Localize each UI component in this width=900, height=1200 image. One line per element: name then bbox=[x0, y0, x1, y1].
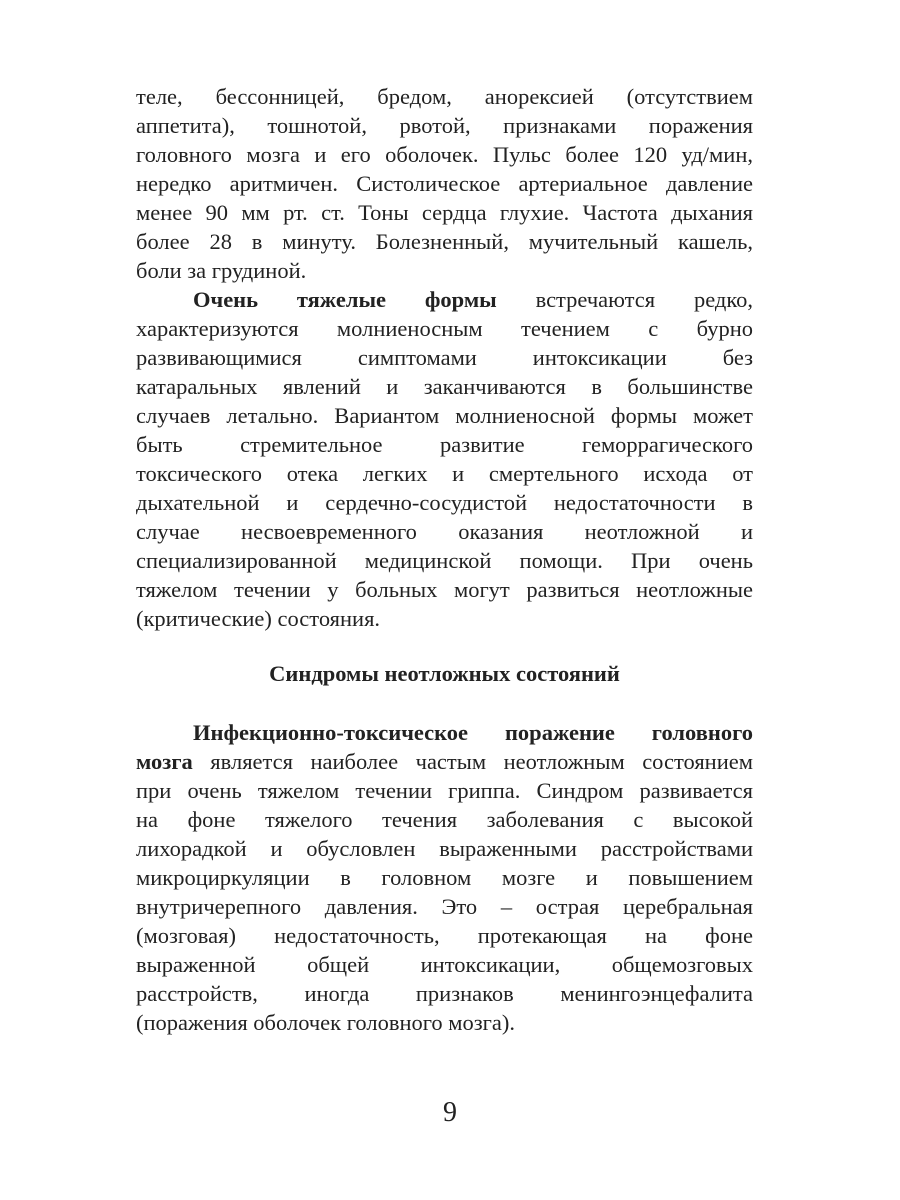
text-line: расстройств, иногда признаков менингоэнцефалита bbox=[136, 981, 753, 1006]
text-line: головного мозга и его оболочек. Пульс более 120 уд/мин, bbox=[136, 142, 753, 167]
text-line: выраженной общей интоксикации, общемозговых bbox=[136, 952, 753, 977]
bold-term: Очень тяжелые формы bbox=[193, 287, 497, 312]
text-line: (мозговая) недостаточность, протекающая на фоне bbox=[136, 923, 753, 948]
bold-term: Инфекционно-токсическое поражение головного bbox=[193, 720, 753, 745]
spacer bbox=[136, 688, 753, 718]
text-line: на фоне тяжелого течения заболевания с высокой bbox=[136, 807, 753, 832]
text-line: нередко аритмичен. Систолическое артериальное давление bbox=[136, 171, 753, 196]
text-line: случае несвоевременного оказания неотложной и bbox=[136, 519, 753, 544]
text-line bbox=[136, 285, 753, 314]
text-line: случаев летально. Вариантом молниеносной формы может bbox=[136, 403, 753, 428]
text-line: тяжелом течении у больных могут развиться неотложные bbox=[136, 577, 753, 602]
text-line bbox=[136, 718, 753, 747]
text-line: аппетита), тошнотой, рвотой, признаками поражения bbox=[136, 113, 753, 138]
text-line: при очень тяжелом течении гриппа. Синдром развивается bbox=[136, 778, 753, 803]
text-line bbox=[136, 747, 753, 776]
spacer bbox=[136, 633, 753, 659]
text-line: катаральных явлений и заканчиваются в большинстве bbox=[136, 374, 753, 399]
text-line: (поражения оболочек головного мозга). bbox=[136, 1010, 515, 1035]
text-line: характеризуются молниеносным течением с бурно bbox=[136, 316, 753, 341]
text-line: токсического отека легких и смертельного исхода от bbox=[136, 461, 753, 486]
page-body bbox=[136, 82, 753, 1037]
page-number: 9 bbox=[443, 1097, 457, 1128]
text-line: теле, бессонницей, бредом, анорексией (отсутствием bbox=[136, 84, 753, 109]
text-line: специализированной медицинской помощи. При очень bbox=[136, 548, 753, 573]
text-span: встречаются редко, bbox=[496, 287, 753, 312]
text-line: развивающимися симптомами интоксикации без bbox=[136, 345, 753, 370]
text-line: боли за грудиной. bbox=[136, 258, 307, 283]
text-line: более 28 в минуту. Болезненный, мучительный кашель, bbox=[136, 229, 753, 254]
paragraph-continuation bbox=[136, 82, 753, 285]
paragraph-brain-damage bbox=[136, 718, 753, 1037]
text-line: дыхательной и сердечно-сосудистой недостаточности в bbox=[136, 490, 753, 515]
text-span: является наиболее частым неотложным состоянием bbox=[192, 749, 753, 774]
text-line: менее 90 мм рт. ст. Тоны сердца глухие. Частота дыхания bbox=[136, 200, 753, 225]
text-line: микроциркуляции в головном мозге и повышением bbox=[136, 865, 753, 890]
text-line: внутричерепного давления. Это – острая церебральная bbox=[136, 894, 753, 919]
text-line: (критические) состояния. bbox=[136, 606, 381, 631]
text-line: лихорадкой и обусловлен выраженными расстройствами bbox=[136, 836, 753, 861]
bold-term: мозга bbox=[136, 749, 193, 774]
paragraph-very-severe-forms bbox=[136, 285, 753, 633]
section-heading: Синдромы неотложных состояний bbox=[269, 661, 620, 686]
text-line: быть стремительное развитие геморрагического bbox=[136, 432, 753, 457]
